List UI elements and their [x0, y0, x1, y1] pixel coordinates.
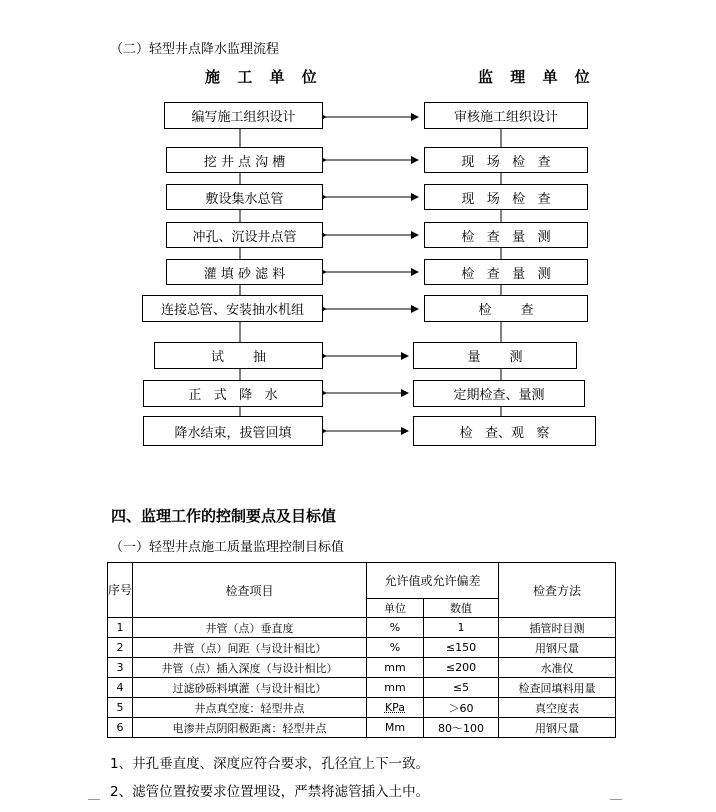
flow-check-filter: 检 查 量 测: [424, 259, 588, 285]
flow-step-dewatering: 正 式 降 水: [143, 380, 323, 407]
table-row: [108, 678, 616, 698]
flow-check-wellpoint: 检 查 量 测: [424, 222, 588, 248]
cell-unit: %: [367, 638, 424, 658]
section-heading: 四、监理工作的控制要点及目标值: [111, 507, 337, 525]
cell-unit: mm: [367, 658, 424, 678]
cell-no: 4: [108, 678, 133, 698]
header-tolerance: 允许值或允许偏差: [367, 563, 499, 599]
cell-method: 插管时目测: [499, 618, 616, 638]
flow-check-finish: 检 查、观 察: [413, 416, 596, 446]
cell-method: 检查回填料用量: [499, 678, 616, 698]
cell-method: 用钢尺量: [499, 718, 616, 738]
table-row: [108, 638, 616, 658]
supervision-unit-header: 监 理 单 位: [478, 68, 596, 86]
cell-item: 井管（点）间距（与设计相比）: [133, 638, 367, 658]
construction-unit-header: 施 工 单 位: [205, 68, 323, 86]
section-title: （二）轻型井点降水监理流程: [110, 42, 280, 57]
flow-step-trench: 挖 井 点 沟 槽: [166, 147, 323, 173]
cell-value: 80～100: [424, 718, 499, 738]
table-row: [108, 718, 616, 738]
cell-no: 2: [108, 638, 133, 658]
table-caption: （一）轻型井点施工质量监理控制目标值: [110, 540, 345, 555]
cell-value: ≤150: [424, 638, 499, 658]
flow-step-design: 编写施工组织设计: [164, 102, 323, 129]
cell-unit: KPa: [367, 698, 424, 718]
cell-item: 井管（点）插入深度（与设计相比）: [133, 658, 367, 678]
cell-unit: Mm: [367, 718, 424, 738]
table-row: [108, 698, 616, 718]
flow-step-finish: 降水结束，拔管回填: [143, 416, 323, 446]
cell-no: 1: [108, 618, 133, 638]
cell-value: ≤5: [424, 678, 499, 698]
cell-no: 3: [108, 658, 133, 678]
note-1: 1、井孔垂直度、深度应符合要求，孔径宜上下一致。: [110, 756, 430, 772]
quality-control-table: [107, 562, 616, 738]
cell-item: 井管（点）垂直度: [133, 618, 367, 638]
cell-value: 1: [424, 618, 499, 638]
header-item: 检查项目: [133, 563, 367, 618]
crop-mark-left: [88, 799, 100, 812]
header-method: 检查方法: [499, 563, 616, 618]
flow-step-wellpoint: 冲孔、沉设井点管: [166, 222, 323, 248]
flow-check-dewatering: 定期检查、量测: [413, 380, 585, 407]
flow-check-header-pipe: 现 场 检 查: [424, 184, 588, 210]
header-unit: 单位: [367, 599, 424, 618]
cell-value: ≤200: [424, 658, 499, 678]
flow-step-header-pipe: 敷设集水总管: [166, 184, 323, 210]
cell-no: 6: [108, 718, 133, 738]
cell-method: 真空度表: [499, 698, 616, 718]
cell-item: 过滤砂砾料填灌（与设计相比）: [133, 678, 367, 698]
cell-unit: mm: [367, 678, 424, 698]
cell-value: ＞60: [424, 698, 499, 718]
cell-no: 5: [108, 698, 133, 718]
flow-check-pump: 检 查: [424, 295, 588, 322]
flow-check-trial: 量 测: [413, 342, 577, 369]
cell-item: 井点真空度：轻型井点: [133, 698, 367, 718]
flow-step-trial: 试 抽: [154, 342, 323, 369]
cell-item: 电渗井点阴阳极距离：轻型井点: [133, 718, 367, 738]
table-row: [108, 618, 616, 638]
flow-step-filter: 灌 填 砂 滤 料: [166, 259, 323, 285]
table-row: [108, 658, 616, 678]
header-value: 数值: [424, 599, 499, 618]
flow-check-design: 审核施工组织设计: [424, 102, 588, 129]
cell-unit: %: [367, 618, 424, 638]
cell-method: 水准仪: [499, 658, 616, 678]
flow-step-pump: 连接总管、安装抽水机组: [142, 295, 323, 322]
flow-check-trench: 现 场 检 查: [424, 147, 588, 173]
cell-method: 用钢尺量: [499, 638, 616, 658]
header-seq: 序号: [108, 563, 133, 618]
crop-mark-right: [610, 799, 622, 812]
note-2: 2、滤管位置按要求位置埋设，严禁将滤管插入土中。: [110, 784, 430, 800]
